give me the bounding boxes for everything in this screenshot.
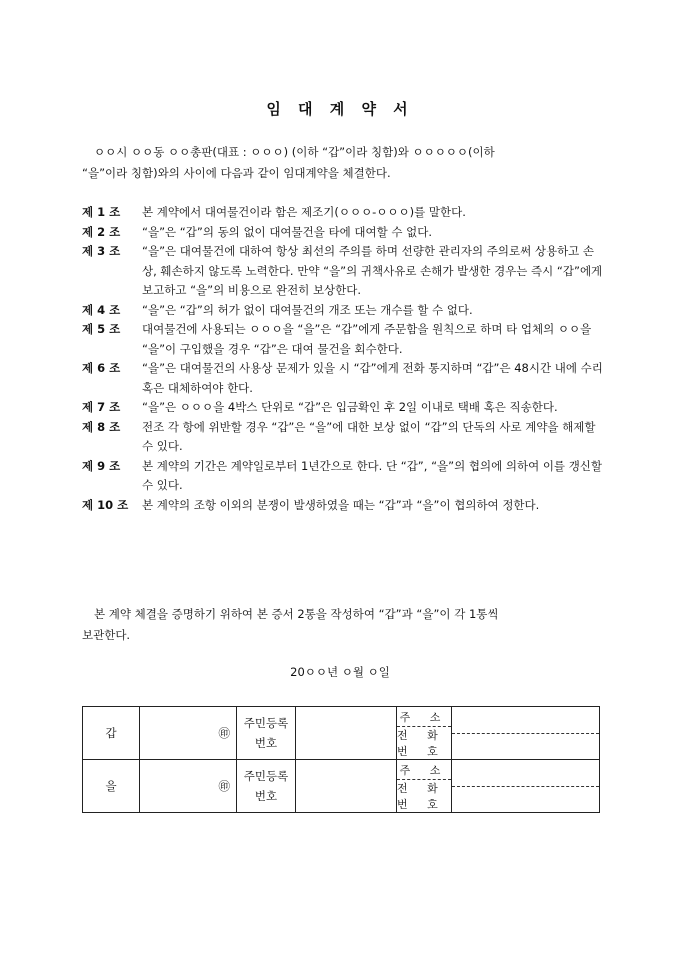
address-phone-labels xyxy=(397,760,452,813)
id-number-label-text: 주민등록번호 xyxy=(243,769,289,803)
article-number: 제 4 조 xyxy=(82,302,121,317)
article-text: “을”은 “갑”의 허가 없이 대여물건의 개조 또는 개수를 할 수 없다. xyxy=(142,302,473,317)
address-phone-fields xyxy=(452,760,600,813)
party-name: 갑 xyxy=(83,707,140,760)
article-3 xyxy=(82,242,607,301)
address-field[interactable] xyxy=(452,707,599,733)
phone-label: 전 화 번 호 xyxy=(397,726,451,759)
phone-field[interactable] xyxy=(452,733,599,760)
article-text: 대여물건에 사용되는 ㅇㅇㅇ을 “을”은 “갑”에게 주문함을 원칙으로 하며 타 업체의 ㅇㅇ을 “을”이 구입했을 경우 “갑”은 대여 물건을 회수한다. xyxy=(142,322,592,356)
article-number: 제 5 조 xyxy=(82,322,121,336)
article-2 xyxy=(82,223,607,243)
article-text: “을”은 ㅇㅇㅇ을 4박스 단위로 “갑”은 입금확인 후 2일 이내로 택배 혹은 직송한다. xyxy=(142,400,558,414)
closing-line-2: 보관한다. xyxy=(82,628,131,642)
id-number-field[interactable] xyxy=(296,707,397,760)
intro-line-1: ㅇㅇ시 ㅇㅇ동 ㅇㅇ총판(대표 : ㅇㅇㅇ) (이하 “갑”이라 칭함)와 ㅇㅇㅇㅇㅇ(이하 xyxy=(94,145,495,159)
party-name: 을 xyxy=(83,760,140,813)
seal-mark: ㊞ xyxy=(140,760,237,813)
parties-table xyxy=(82,706,600,813)
article-6 xyxy=(82,359,607,398)
article-8 xyxy=(82,418,607,457)
article-text: “을”은 대여물건의 사용상 문제가 있을 시 “갑”에게 전화 통지하며 “갑”은 48시간 내에 수리 혹은 대체하여야 한다. xyxy=(142,361,603,395)
seal-mark: ㊞ xyxy=(140,707,237,760)
closing-line-1: 본 계약 체결을 증명하기 위하여 본 증서 2통을 작성하여 “갑”과 “을”이 각 1통씩 xyxy=(94,607,499,621)
article-5 xyxy=(82,320,607,359)
article-number: 제 6 조 xyxy=(82,361,121,375)
article-number: 제 1 조 xyxy=(82,205,121,219)
article-1 xyxy=(82,203,607,223)
address-label: 주 소 xyxy=(399,710,449,724)
article-number: 제 9 조 xyxy=(82,458,121,473)
id-number-label xyxy=(237,707,296,760)
article-4 xyxy=(82,301,607,321)
id-number-field[interactable] xyxy=(296,760,397,813)
phone-field[interactable] xyxy=(452,786,599,813)
document-title: 임 대 계 약 서 xyxy=(266,100,414,118)
phone-label: 전 화 번 호 xyxy=(397,779,451,812)
article-list xyxy=(82,203,607,515)
closing-paragraph xyxy=(82,604,602,646)
address-phone-labels xyxy=(397,707,452,760)
id-number-label-text: 주민등록번호 xyxy=(243,716,289,750)
contract-date: 20ㅇㅇ년 ㅇ월 ㅇ일 xyxy=(290,665,390,679)
article-text: 본 계약의 기간은 계약일로부터 1년간으로 한다. 단 “갑”, “을”의 협의에 의하여 이를 갱신할 수 있다. xyxy=(142,458,603,492)
article-number: 제 2 조 xyxy=(82,224,121,239)
intro-line-2: “을”이라 칭함)와의 사이에 다음과 같이 임대계약을 체결한다. xyxy=(82,166,391,180)
address-label: 주 소 xyxy=(399,763,449,777)
article-text: “을”은 “갑”의 동의 없이 대여물건을 타에 대여할 수 없다. xyxy=(142,224,433,239)
article-text: 본 계약에서 대여물건이라 함은 제조기(ㅇㅇㅇ-ㅇㅇㅇ)를 말한다. xyxy=(142,205,466,219)
address-field[interactable] xyxy=(452,760,599,786)
article-9 xyxy=(82,457,607,496)
intro-paragraph xyxy=(82,142,602,184)
article-number: 제 10 조 xyxy=(82,497,129,512)
article-number: 제 3 조 xyxy=(82,244,121,258)
article-text: 본 계약의 조항 이외의 분쟁이 발생하였을 때는 “갑”과 “을”이 협의하여 정한다. xyxy=(142,497,540,512)
id-number-label xyxy=(237,760,296,813)
address-phone-fields xyxy=(452,707,600,760)
article-text: 전조 각 항에 위반할 경우 “갑”은 “을”에 대한 보상 없이 “갑”의 단독의 사로 계약을 해제할 수 있다. xyxy=(142,419,596,453)
article-7 xyxy=(82,398,607,418)
article-10 xyxy=(82,496,607,516)
article-number: 제 8 조 xyxy=(82,419,121,434)
article-number: 제 7 조 xyxy=(82,400,121,414)
party-row-gap xyxy=(83,707,600,760)
article-text: “을”은 대여물건에 대하여 항상 최선의 주의를 하며 선량한 관리자의 주의로써 상용하고 손상, 훼손하지 않도록 노력한다. 만약 “을”의 귀책사유로 손해가 발생한 경우는 즉시 “갑”에게 보고하고 “을”의 비용으로 완전히 보상한다. xyxy=(142,244,603,297)
party-row-eul xyxy=(83,760,600,813)
